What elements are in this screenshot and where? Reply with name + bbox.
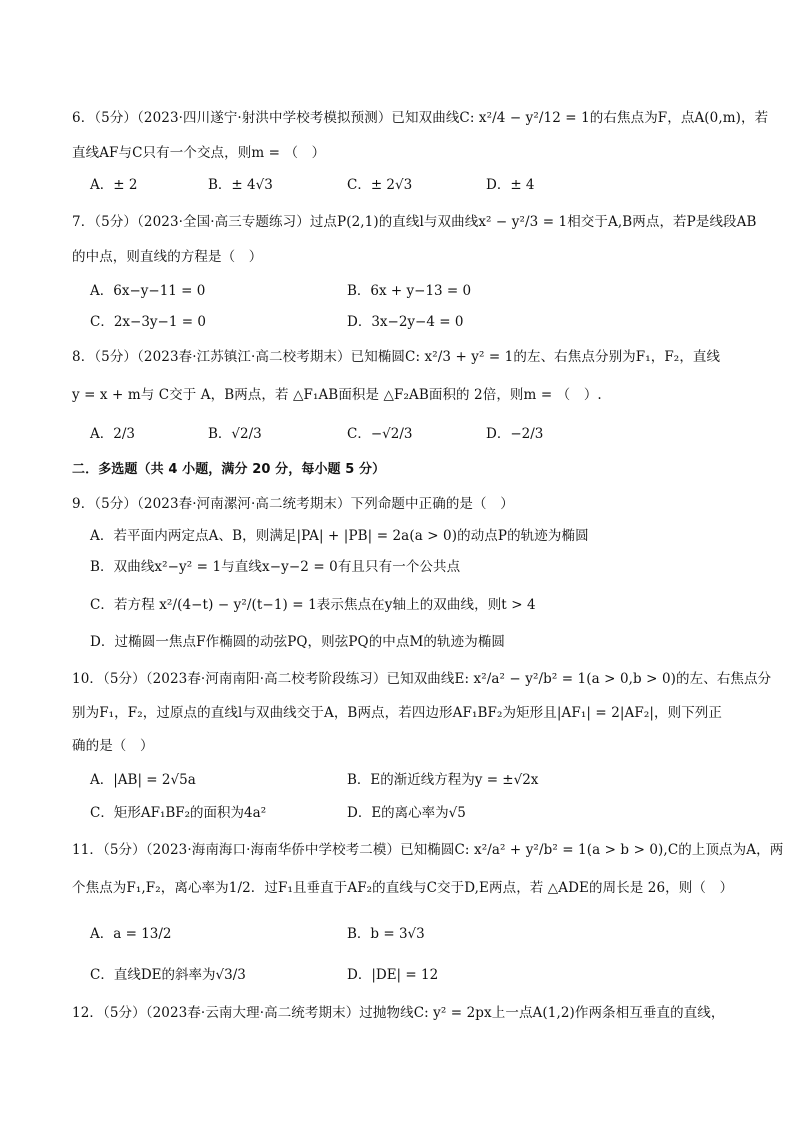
question-6-option-a: A．± 2 <box>90 177 138 193</box>
question-10-option-d: D．E的离心率为√5 <box>347 805 466 821</box>
question-10-option-b: B．E的渐近线方程为y = ±√2x <box>347 772 539 788</box>
question-9-line-1: 9．（5分）（2023春·河南漯河·高二统考期末）下列命题中正确的是（ ） <box>72 496 514 512</box>
question-7-line-1: 7．（5分）（2023·全国·高三专题练习）过点P(2,1)的直线l与双曲线x² − y²/3 = 1相交于A,B两点，若P是线段AB <box>72 214 757 230</box>
question-6-line-2: 直线AF与C只有一个交点，则m = （ ） <box>72 145 326 161</box>
question-7-line-2: 的中点，则直线的方程是（ ） <box>72 249 263 265</box>
question-10-line-2: 别为F₁，F₂，过原点的直线l与双曲线交于A，B两点，若四边形AF₁BF₂为矩形且|AF₁| = 2|AF₂|，则下列正 <box>72 705 723 721</box>
question-6-option-c: C．± 2√3 <box>347 177 413 193</box>
question-11-line-2: 个焦点为F₁,F₂，离心率为1/2．过F₁且垂直于AF₂的直线与C交于D,E两点，若 △ADE的周长是 26，则（ ） <box>72 880 734 896</box>
question-7-option-a: A．6x−y−11 = 0 <box>90 283 206 299</box>
question-6-option-d: D．± 4 <box>486 177 535 193</box>
question-8-option-d: D．−2/3 <box>486 426 544 442</box>
question-9-option-c: C．若方程 x²/(4−t) − y²/(t−1) = 1表示焦点在y轴上的双曲线，则t > 4 <box>90 597 536 613</box>
question-6-line-1: 6．（5分）（2023·四川遂宁·射洪中学校考模拟预测）已知双曲线C: x²/4 − y²/12 = 1的右焦点为F，点A(0,m)，若 <box>72 110 769 126</box>
question-11-option-c: C．直线DE的斜率为√3/3 <box>90 967 246 983</box>
question-11-option-a: A．a = 13/2 <box>90 926 172 942</box>
question-10-option-a: A．|AB| = 2√5a <box>90 772 196 788</box>
question-11-option-b: B．b = 3√3 <box>347 926 425 942</box>
section-title: 二．多选题（共 4 小题，满分 20 分，每小题 5 分） <box>72 462 386 477</box>
question-8-line-2: y = x + m与 C交于 A，B两点，若 △F₁AB面积是 △F₂AB面积的 2倍，则m = （ ）. <box>72 387 602 403</box>
question-8-option-b: B．√2/3 <box>208 426 262 442</box>
question-9-option-a: A．若平面内两定点A、B，则满足|PA| + |PB| = 2a(a > 0)的动点P的轨迹为椭圆 <box>90 528 589 544</box>
question-11-option-d: D．|DE| = 12 <box>347 967 439 983</box>
question-8-option-a: A．2/3 <box>90 426 135 442</box>
question-10-line-1: 10．（5分）（2023春·河南南阳·高二校考阶段练习）已知双曲线E: x²/a² − y²/b² = 1(a > 0,b > 0)的左、右焦点分 <box>72 671 772 687</box>
question-11-line-1: 11．（5分）（2023·海南海口·海南华侨中学校考二模）已知椭圆C: x²/a² + y²/b² = 1(a > b > 0),C的上顶点为A，两 <box>72 842 784 858</box>
question-10-option-c: C．矩形AF₁BF₂的面积为4a² <box>90 805 267 821</box>
question-7-option-c: C．2x−3y−1 = 0 <box>90 314 206 330</box>
question-7-option-b: B．6x + y−13 = 0 <box>347 283 472 299</box>
question-12-line-1: 12．（5分）（2023春·云南大理·高二统考期末）过抛物线C: y² = 2px上一点A(1,2)作两条相互垂直的直线， <box>72 1005 725 1021</box>
question-9-option-d: D．过椭圆一焦点F作椭圆的动弦PQ，则弦PQ的中点M的轨迹为椭圆 <box>90 634 506 650</box>
question-7-option-d: D．3x−2y−4 = 0 <box>347 314 464 330</box>
question-8-option-c: C．−√2/3 <box>347 426 413 442</box>
question-8-line-1: 8．（5分）（2023春·江苏镇江·高二校考期末）已知椭圆C: x²/3 + y² = 1的左、右焦点分别为F₁，F₂，直线 <box>72 349 721 365</box>
question-9-option-b: B．双曲线x²−y² = 1与直线x−y−2 = 0有且只有一个公共点 <box>90 559 461 575</box>
question-6-option-b: B．± 4√3 <box>208 177 273 193</box>
question-10-line-3: 确的是（ ） <box>72 738 154 754</box>
